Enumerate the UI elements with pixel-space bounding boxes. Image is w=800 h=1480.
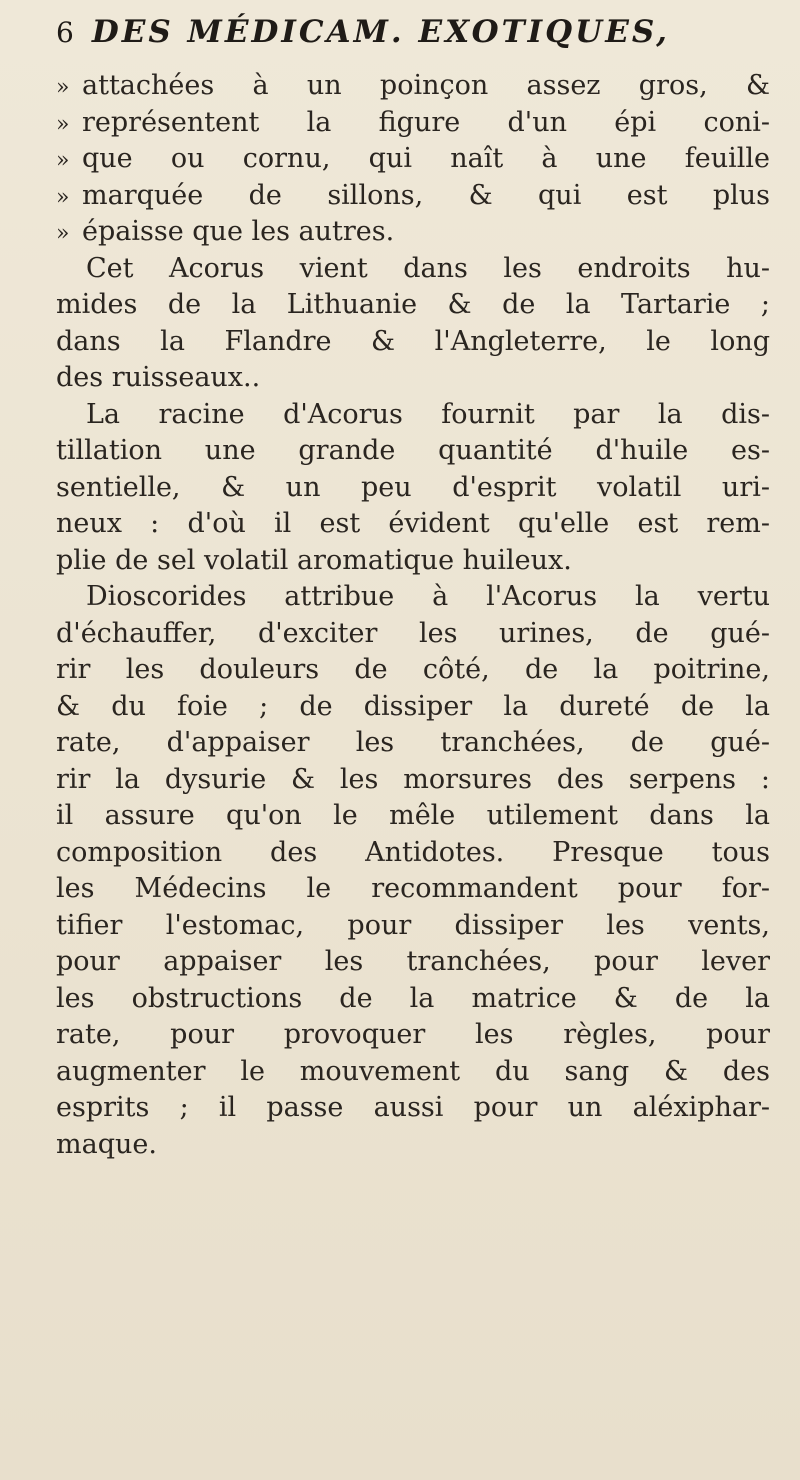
quote-mark: »	[56, 184, 70, 210]
quote-text: attachées à un poinçon assez gros, &	[82, 70, 770, 101]
text-line: augmenter le mouvement du sang & des	[56, 1055, 770, 1087]
text-line: maque.	[56, 1128, 157, 1160]
text-line: Dioscorides attribue à l'Acorus la vertu	[86, 581, 770, 612]
quote-mark: »	[56, 221, 70, 246]
text-line: plie de sel volatil aromatique huileux.	[56, 544, 572, 576]
running-title: DES MÉDICAM. EXOTIQUES,	[91, 14, 670, 50]
running-head	[56, 14, 770, 64]
quote-mark: »	[56, 75, 70, 100]
quote-line	[56, 68, 770, 105]
quote-line	[56, 214, 770, 251]
text-line: rate, d'appaiser les tranchées, de gué-	[56, 727, 770, 758]
text-line: Cet Acorus vient dans les endroits hu-	[86, 252, 770, 284]
text-line: & du foie ; de dissiper la dureté de la	[56, 690, 770, 722]
text-line: dans la Flandre & l'Angleterre, le long	[56, 325, 770, 357]
text-line: tillation une grande quantité d'huile es-	[56, 435, 770, 466]
text-line: rate, pour provoquer les règles, pour	[56, 1019, 770, 1050]
text-line: d'échauffer, d'exciter les urines, de gué-	[56, 617, 770, 649]
text-line: les obstructions de la matrice & de la	[56, 982, 770, 1014]
text-line: mides de la Lithuanie & de la Tartarie ;	[56, 289, 770, 320]
text-line: il assure qu'on le mêle utilement dans la	[56, 800, 770, 831]
quote-mark: »	[56, 148, 70, 173]
quote-text: que ou cornu, qui naît à une feuille	[82, 143, 770, 174]
text-line: des ruisseaux..	[56, 362, 261, 393]
text-line: rir les douleurs de côté, de la poitrine,	[56, 654, 770, 685]
text-line: La racine d'Acorus fournit par la dis-	[86, 398, 770, 430]
paragraph-habitat	[56, 251, 770, 397]
text-line: esprits ; il passe aussi pour un aléxiphar-	[56, 1092, 770, 1123]
text-line: rir la dysurie & les morsures des serpens :	[56, 763, 770, 795]
quote-text: marquée de sillons, & qui est plus	[82, 179, 770, 211]
text-line: pour appaiser les tranchées, pour lever	[56, 946, 770, 977]
quote-line	[56, 105, 770, 142]
page-body	[56, 68, 770, 1163]
text-line: composition des Antidotes. Presque tous	[56, 836, 770, 868]
quote-mark: »	[56, 111, 70, 137]
text-line: tifier l'estomac, pour dissiper les vents,	[56, 909, 770, 941]
text-line: neux : d'où il est évident qu'elle est rem-	[56, 508, 770, 539]
paragraph-virtues	[56, 579, 770, 1163]
quote-text: représentent la figure d'un épi coni-	[82, 106, 770, 138]
text-line: les Médecins le recommandent pour for-	[56, 873, 770, 904]
quote-text: épaisse que les autres.	[82, 216, 395, 247]
page-number: 6	[56, 16, 74, 49]
text-line: sentielle, & un peu d'esprit volatil uri-	[56, 471, 770, 503]
quote-line	[56, 178, 770, 215]
quotation-block	[56, 68, 770, 251]
paragraph-distillation	[56, 397, 770, 580]
quote-line	[56, 141, 770, 178]
